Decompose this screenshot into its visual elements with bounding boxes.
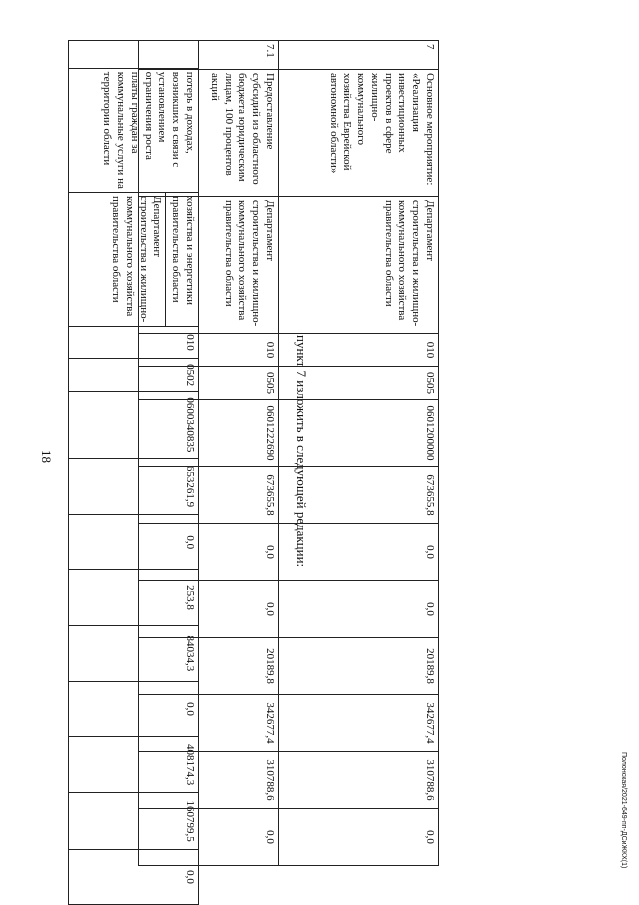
year-2018-cell: 0,0	[139, 524, 279, 581]
year-2023-cell: 0,0	[279, 809, 439, 866]
year-2023-cell: 160799,5	[69, 793, 199, 850]
year-2021-cell: 342677,4	[139, 695, 279, 752]
year-2024-cell: 0,0	[69, 849, 199, 904]
year-2020-cell: 20189,8	[139, 638, 279, 695]
year-2020-cell: 20189,8	[279, 638, 439, 695]
name-cell: Основное мероприятие: «Реализация инвестиционных проектов в сфере жилищно-коммунального хозяйства Еврейской автономной области»	[279, 70, 439, 197]
year-2022-cell: 310788,6	[279, 752, 439, 809]
total-cell: 673655,8	[139, 467, 279, 524]
executor-cell: Департамент строительства и жилищно-коммунального хозяйства правительства области	[139, 197, 279, 334]
year-2022-cell: 408174,3	[69, 736, 199, 793]
table-row	[279, 41, 439, 866]
year-2021-cell: 0,0	[69, 681, 199, 736]
executor-continuation: хозяйства и энергетики правительства области	[170, 196, 196, 306]
csr-cell: 0601222690	[139, 400, 279, 467]
year-2022-cell: 310788,6	[139, 752, 279, 809]
executor-cell: Департамент строительства и жилищно-коммунального хозяйства правительства области	[279, 197, 439, 334]
rzpr-cell: 0502	[69, 359, 199, 392]
year-2018-cell: 0,0	[69, 515, 199, 570]
year-2019-cell: 0,0	[139, 581, 279, 638]
name-cell: Предоставление субсидий из областного бюджета юридическим лицам, 100 процентов акций	[139, 70, 279, 197]
main-table	[138, 40, 439, 866]
rzpr-cell: 0505	[279, 367, 439, 400]
section-heading: пункт 7 изложить в следующей редакции:	[294, 335, 309, 568]
csr-cell: 0601200000	[279, 400, 439, 467]
table-row	[139, 41, 279, 866]
total-cell: 653261,9	[69, 458, 199, 515]
row-number-cell: 7.1	[139, 41, 279, 70]
total-cell: 673655,8	[279, 467, 439, 524]
year-2023-cell: 0,0	[139, 809, 279, 866]
year-2019-cell: 253,8	[69, 570, 199, 626]
year-2019-cell: 0,0	[279, 581, 439, 638]
rzpr-cell: 0505	[139, 367, 279, 400]
executor-text: Департамент строительства и жилищно-коммунального хозяйства правительства области	[109, 193, 167, 326]
year-2021-cell: 342677,4	[279, 695, 439, 752]
grbs-cell: 010	[139, 334, 279, 367]
document-id: Полонская/2021-649-пп-ДСиЖКХ(1)	[620, 752, 627, 869]
name-cell: потерь в доходах, возникших в связи с установлением ограничения роста платы граждан за коммунальные услуги на территории области	[69, 68, 199, 192]
year-2020-cell: 84034,3	[69, 625, 199, 681]
grbs-cell: 010	[69, 326, 199, 358]
year-2018-cell: 0,0	[279, 524, 439, 581]
csr-cell: 0600340835	[69, 391, 199, 458]
grbs-cell: 010	[279, 334, 439, 367]
row-number-cell: 7	[279, 41, 439, 70]
page-number: 18	[39, 450, 54, 463]
